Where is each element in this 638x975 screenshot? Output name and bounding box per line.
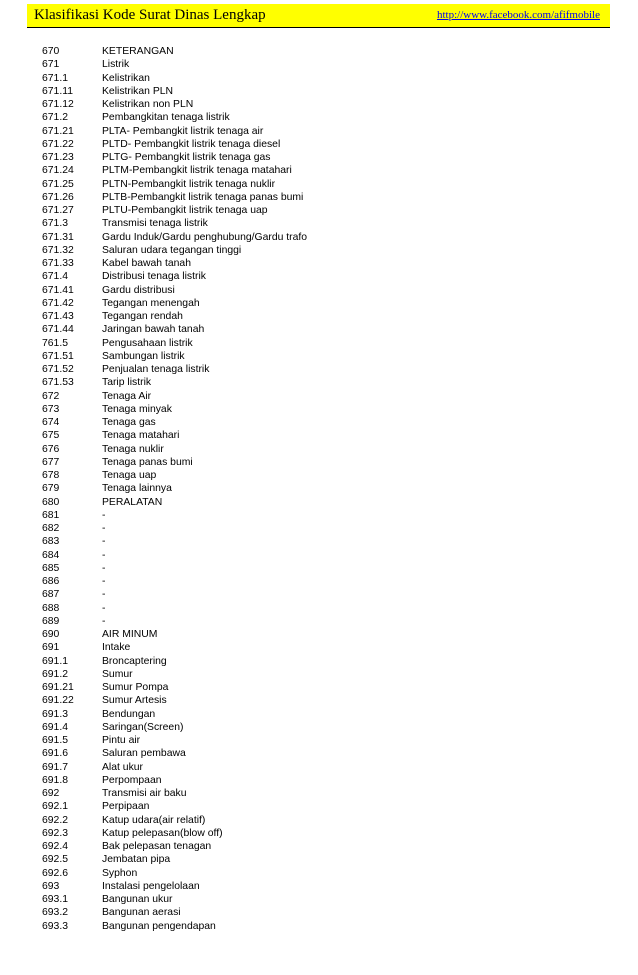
entry-description: KETERANGAN [102,46,174,57]
entry-code: 691.22 [42,695,74,707]
entry-code: 682 [42,523,60,534]
entry-description: Tegangan rendah [102,311,183,322]
entry-code: 693.1 [42,894,69,905]
entry-description: Katup udara(air relatif) [102,814,206,826]
entry-description: Tenaga nuklir [102,443,164,455]
document-title: Klasifikasi Kode Surat Dinas Lengkap [34,7,266,23]
entry-description: Kabel bawah tanah [102,258,191,269]
entry-code: 693.2 [42,907,69,919]
entry-code: 671.21 [42,125,74,137]
entry-description: Intake [102,642,131,654]
entry-code: 671.51 [42,350,74,362]
entry-code: 690 [42,629,60,640]
entry-description: Sumur Pompa [102,682,169,693]
entry-code: 675 [42,430,60,442]
entry-description: Kelistrikan non PLN [102,99,194,110]
entry-code: 671.31 [42,231,74,243]
facebook-link[interactable]: http://www.facebook.com/afifmobile [436,9,600,21]
entry-code: 671.2 [42,112,69,124]
entry-description: Transmisi air baku [102,788,187,799]
entry-code: 677 [42,456,60,468]
entry-description: Sumur Artesis [102,695,167,707]
entry-description: - [102,523,106,534]
entry-description: Saluran udara tegangan tinggi [102,244,242,256]
entry-description: Perpompaan [102,774,162,786]
entry-code: 691.6 [42,748,69,760]
entry-description: PLTN-Pembangkit listrik tenaga nuklir [102,178,276,190]
entry-code: 691 [42,642,60,654]
entry-code: 692 [42,788,60,799]
entry-code: 691.7 [42,761,69,773]
entry-description: Bak pelepasan tenagan [102,841,212,852]
entry-code: 693 [42,880,60,892]
entry-description: Alat ukur [102,761,144,773]
entry-description: Distribusi tenaga listrik [102,271,206,283]
entry-description: Tarip listrik [102,377,152,389]
entry-description: Bendungan [102,708,156,720]
entry-description: Tenaga panas bumi [102,456,193,468]
entry-code: 676 [42,443,60,455]
entry-code: 671.1 [42,72,69,84]
entry-description: Penjualan tenaga listrik [102,364,210,375]
entry-description: Broncaptering [102,655,167,667]
entry-description: PLTD- Pembangkit listrik tenaga diesel [102,138,281,150]
entry-code: 761.5 [42,337,69,349]
entry-code: 671.53 [42,377,74,389]
entry-code: 671.44 [42,324,74,336]
entry-code: 671.12 [42,99,74,110]
entry-code: 679 [42,483,60,495]
entry-description: PLTG- Pembangkit listrik tenaga gas [102,152,271,163]
entry-code: 671.41 [42,284,74,296]
entry-description: Bangunan ukur [102,894,173,905]
entry-description: Pengusahaan listrik [102,337,193,349]
entry-code: 692.6 [42,867,69,879]
entry-code: 691.5 [42,735,69,746]
entry-code: 680 [42,496,60,508]
entry-code: 686 [42,576,60,587]
entry-description: Bangunan aerasi [102,907,181,919]
entry-code: 671.32 [42,244,74,256]
entry-code: 689 [42,615,60,627]
entry-code: 672 [42,390,60,402]
entry-code: 681 [42,509,60,521]
entry-code: 671.22 [42,138,74,150]
entry-code: 685 [42,562,60,574]
entry-description: - [102,536,106,548]
entry-description: Jembatan pipa [102,854,171,866]
entry-description: Sambungan listrik [102,350,185,362]
entry-code: 671.42 [42,297,74,309]
entry-code: 678 [42,470,60,481]
entry-code: 671 [42,59,60,71]
entry-description: Tenaga lainnya [102,483,172,495]
entry-code: 693.3 [42,920,69,932]
entry-code: 671.33 [42,258,74,269]
entry-description: - [102,549,106,561]
entry-description: Pintu air [102,735,141,746]
entry-code: 691.3 [42,708,69,720]
entry-description: Tenaga minyak [102,403,172,415]
entry-description: Sumur [102,668,133,680]
entry-code: 692.4 [42,841,69,852]
entry-code: 673 [42,403,60,415]
entry-code: 674 [42,417,60,428]
entry-code: 687 [42,589,60,601]
entry-description: Jaringan bawah tanah [102,324,205,336]
entry-code: 671.25 [42,178,74,190]
entry-description: PLTB-Pembangkit listrik tenaga panas bumi [102,191,304,203]
entry-description: Saluran pembawa [102,748,186,760]
entry-description: Instalasi pengelolaan [102,880,200,892]
entry-description: Kelistrikan [102,72,150,84]
entry-description: - [102,562,106,574]
entry-description: - [102,576,106,587]
entry-code: 671.43 [42,311,74,322]
entry-description: Tenaga uap [102,470,157,481]
entry-code: 691.1 [42,655,69,667]
entry-code: 671.3 [42,218,69,230]
entry-code: 692.3 [42,827,69,839]
entry-code: 688 [42,602,60,614]
entry-description: - [102,602,106,614]
entry-description: Syphon [102,867,138,879]
entry-description: Tegangan menengah [102,297,200,309]
entry-description: PERALATAN [102,496,163,508]
entry-code: 691.4 [42,721,69,733]
entry-description: Kelistrikan PLN [102,85,174,97]
entry-description: Gardu Induk/Gardu penghubung/Gardu trafo [102,231,308,243]
entry-code: 671.27 [42,205,74,216]
entry-description: Gardu distribusi [102,284,175,296]
entry-code: 692.1 [42,801,69,813]
entry-description: - [102,509,106,521]
entry-code: 691.2 [42,668,69,680]
entry-description: Katup pelepasan(blow off) [102,827,223,839]
entry-description: PLTM-Pembangkit listrik tenaga matahari [102,165,292,177]
entry-description: - [102,615,106,627]
entry-code: 670 [42,46,60,57]
entry-description: AIR MINUM [102,629,158,640]
entry-description: Saringan(Screen) [102,721,184,733]
entry-description: Tenaga matahari [102,430,180,442]
entry-code: 692.2 [42,814,69,826]
entry-description: Transmisi tenaga listrik [102,218,208,230]
entry-code: 671.4 [42,271,69,283]
entry-description: - [102,589,106,601]
entry-description: Perpipaan [102,801,150,813]
entry-code: 683 [42,536,60,548]
entry-description: PLTU-Pembangkit listrik tenaga uap [102,205,268,216]
entry-code: 671.23 [42,152,74,163]
entry-code: 671.24 [42,165,74,177]
entry-description: PLTA- Pembangkit listrik tenaga air [102,125,264,137]
entry-code: 671.52 [42,364,74,375]
entry-description: Listrik [102,59,130,71]
entry-code: 671.26 [42,191,74,203]
entry-code: 684 [42,549,60,561]
entry-description: Bangunan pengendapan [102,920,216,932]
entry-description: Tenaga gas [102,417,156,428]
entry-code: 692.5 [42,854,69,866]
entry-code: 671.11 [42,85,74,97]
entry-description: Tenaga Air [102,390,152,402]
entry-description: Pembangkitan tenaga listrik [102,112,230,124]
page-header [27,4,610,28]
entry-code: 691.21 [42,682,74,693]
entry-code: 691.8 [42,774,69,786]
